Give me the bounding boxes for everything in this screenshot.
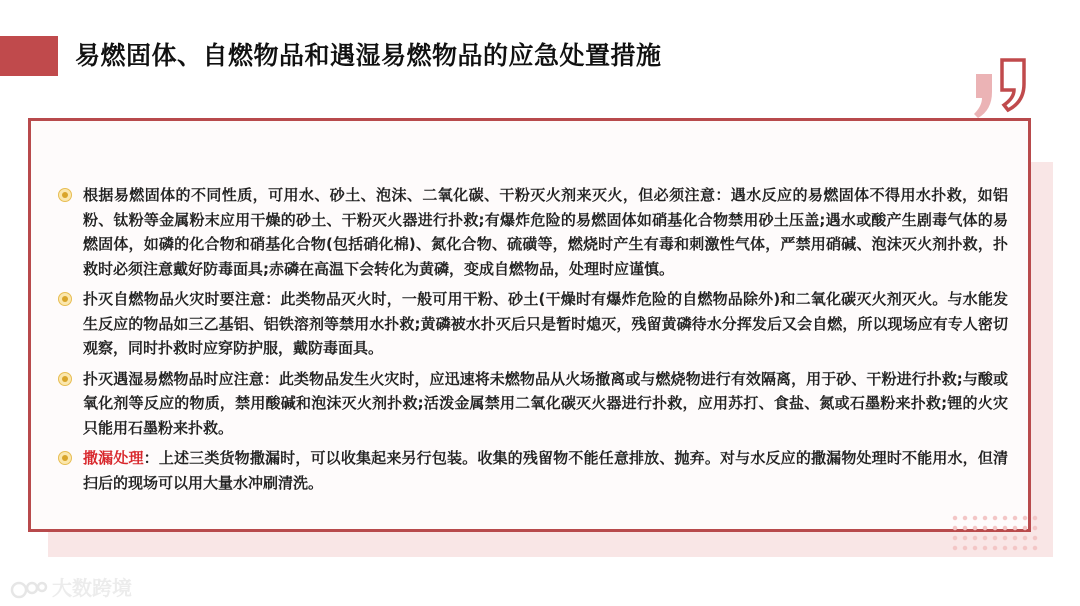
watermark-text: 大数跨境 bbox=[52, 576, 132, 600]
circle-bullet-icon bbox=[58, 451, 72, 465]
item-text: ：上述三类货物撒漏时，可以收集起来另行包装。收集的残留物不能任意排放、抛弃。对与水反应的撒漏物处理时不能用水，但清扫后的现场可以用大量水冲刷清洗。 bbox=[83, 449, 1008, 492]
circle-bullet-icon bbox=[58, 292, 72, 306]
list-item bbox=[58, 446, 1008, 495]
circle-bullet-icon bbox=[58, 188, 72, 202]
list-item bbox=[58, 367, 1008, 441]
quote-mark-icon bbox=[968, 52, 1032, 122]
item-label: 撒漏处理 bbox=[83, 449, 144, 467]
page-title: 易燃固体、自燃物品和遇湿易燃物品的应急处置措施 bbox=[75, 41, 662, 70]
content-list bbox=[58, 183, 1008, 501]
item-text: 扑灭遇湿易燃物品时应注意：此类物品发生火灾时，应迅速将未燃物品从火场撤离或与燃烧物进行有效隔离，用于砂、干粉进行扑救;与酸或氧化剂等反应的物质，禁用酸碱和泡沫灭火剂扑救;活泼金属禁用二氧化碳灭火器进行扑救，应用苏打、食盐、氮或石墨粉来扑救;锂的火灾只能用石墨粉来扑救。 bbox=[83, 369, 1008, 437]
circle-bullet-icon bbox=[58, 372, 72, 386]
brand-logo-icon bbox=[10, 579, 48, 601]
dot-pattern bbox=[950, 513, 1040, 555]
list-item bbox=[58, 183, 1008, 281]
item-text: 根据易燃固体的不同性质，可用水、砂土、泡沫、二氧化碳、干粉灭火剂来灭火，但必须注意：遇水反应的易燃固体不得用水扑救，如铝粉、钛粉等金属粉末应用干燥的砂土、干粉灭火器进行扑救;有爆炸危险的易燃固体如硝基化合物禁用砂土压盖;遇水或酸产生剧毒气体的易燃固体，如磷的化合物和硝基化合物(包括硝化棉)、氮化合物、硫磺等，燃烧时产生有毒和刺激性气体，严禁用硝碱、泡沫灭火剂扑救，扑救时必须注意戴好防毒面具;赤磷在高温下会转化为黄磷，变成自燃物品，处理时应谨慎。 bbox=[83, 186, 1008, 278]
list-item bbox=[58, 287, 1008, 361]
title-accent-bar bbox=[0, 36, 58, 76]
item-text: 扑灭自燃物品火灾时要注意：此类物品灭火时，一般可用干粉、砂土(干燥时有爆炸危险的自燃物品除外)和二氧化碳灭火剂灭火。与水能发生反应的物品如三乙基铝、铝铁溶剂等禁用水扑救;黄磷被水扑灭后只是暂时熄灭，残留黄磷待水分挥发后又会自燃，所以现场应有专人密切观察，同时扑救时应穿防护服，戴防毒面具。 bbox=[83, 290, 1008, 357]
watermark bbox=[10, 572, 132, 601]
